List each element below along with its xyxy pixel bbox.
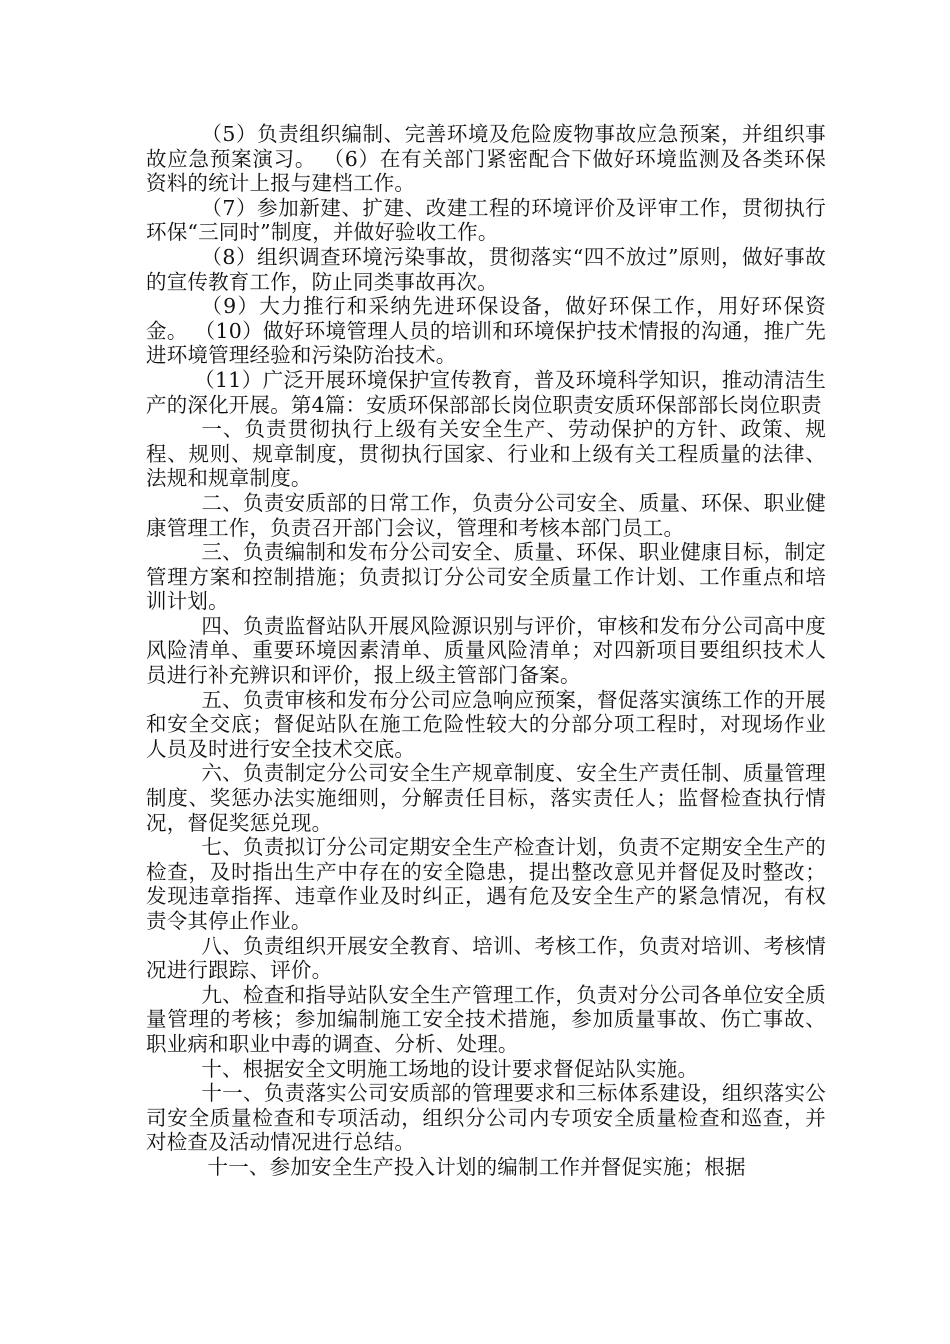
paragraph-duty-8: 八、负责组织开展安全教育、培训、考核工作，负责对培训、考核情况进行跟踪、评价。 bbox=[146, 933, 826, 983]
paragraph-duty-5: 五、负责审核和发布分公司应急响应预案，督促落实演练工作的开展和安全交底；督促站队在施工危险性较大的分部分项工程时，对现场作业人员及时进行安全技术交底。 bbox=[146, 687, 826, 761]
paragraph-duty-11: 十一、负责落实公司安质部的管理要求和三标体系建设，组织落实公司安全质量检查和专项活动，组织分公司内专项安全质量检查和巡查，并对检查及活动情况进行总结。 bbox=[146, 1081, 826, 1155]
paragraph-duty-11-continued: 十一、参加安全生产投入计划的编制工作并督促实施；根据 bbox=[207, 1154, 746, 1179]
paragraph-item-5-6: （5）负责组织编制、完善环境及危险废物事故应急预案，并组织事故应急预案演习。 （6）在有关部门紧密配合下做好环境监测及各类环保资料的统计上报与建档工作。 bbox=[146, 122, 826, 196]
paragraph-duty-2: 二、负责安质部的日常工作，负责分公司安全、质量、环保、职业健康管理工作，负责召开部门会议，管理和考核本部门员工。 bbox=[146, 490, 826, 540]
paragraph-duty-1: 一、负责贯彻执行上级有关安全生产、劳动保护的方针、政策、规程、规则、规章制度，贯彻执行国家、行业和上级有关工程质量的法律、法规和规章制度。 bbox=[146, 417, 826, 491]
paragraph-duty-3: 三、负责编制和发布分公司安全、质量、环保、职业健康目标，制定管理方案和控制措施；负责拟订分公司安全质量工作计划、工作重点和培训计划。 bbox=[146, 540, 826, 614]
paragraph-item-7: （7）参加新建、扩建、改建工程的环境评价及评审工作，贯彻执行环保“三同时”制度，并做好验收工作。 bbox=[146, 195, 826, 245]
paragraph-item-8: （8）组织调查环境污染事故，贯彻落实“四不放过”原则，做好事故的宣传教育工作，防止同类事故再次。 bbox=[146, 244, 826, 294]
paragraph-item-9-10: （9）大力推行和采纳先进环保设备，做好环保工作，用好环保资金。 （10）做好环境管理人员的培训和环境保护技术情报的沟通，推广先进环境管理经验和污染防治技术。 bbox=[146, 294, 826, 368]
paragraph-duty-10: 十、根据安全文明施工场地的设计要求督促站队实施。 bbox=[201, 1056, 699, 1081]
paragraph-item-11-and-section-title: （11）广泛开展环境保护宣传教育，普及环境科学知识，推动清洁生产的深化开展。第4篇：安质环保部部长岗位职责安质环保部部长岗位职责 bbox=[146, 367, 826, 417]
paragraph-duty-4: 四、负责监督站队开展风险源识别与评价，审核和发布分公司高中度风险清单、重要环境因素清单、质量风险清单；对四新项目要组织技术人员进行补充辨识和评价，报上级主管部门备案。 bbox=[146, 613, 826, 688]
paragraph-duty-7: 七、负责拟订分公司定期安全生产检查计划，负责不定期安全生产的检查，及时指出生产中存在的安全隐患，提出整改意见并督促及时整改；发现违章指挥、违章作业及时纠正，遇有危及安全生产的紧急情况，有权责令其停止作业。 bbox=[146, 835, 826, 933]
document-body bbox=[146, 122, 826, 1180]
paragraph-duty-9: 九、检查和指导站队安全生产管理工作，负责对分公司各单位安全质量管理的考核；参加编制施工安全技术措施，参加质量事故、伤亡事故、职业病和职业中毒的调查、分析、处理。 bbox=[146, 982, 826, 1056]
paragraph-duty-6: 六、负责制定分公司安全生产规章制度、安全生产责任制、质量管理制度、奖惩办法实施细则，分解责任目标，落实责任人；监督检查执行情况，督促奖惩兑现。 bbox=[146, 761, 826, 835]
